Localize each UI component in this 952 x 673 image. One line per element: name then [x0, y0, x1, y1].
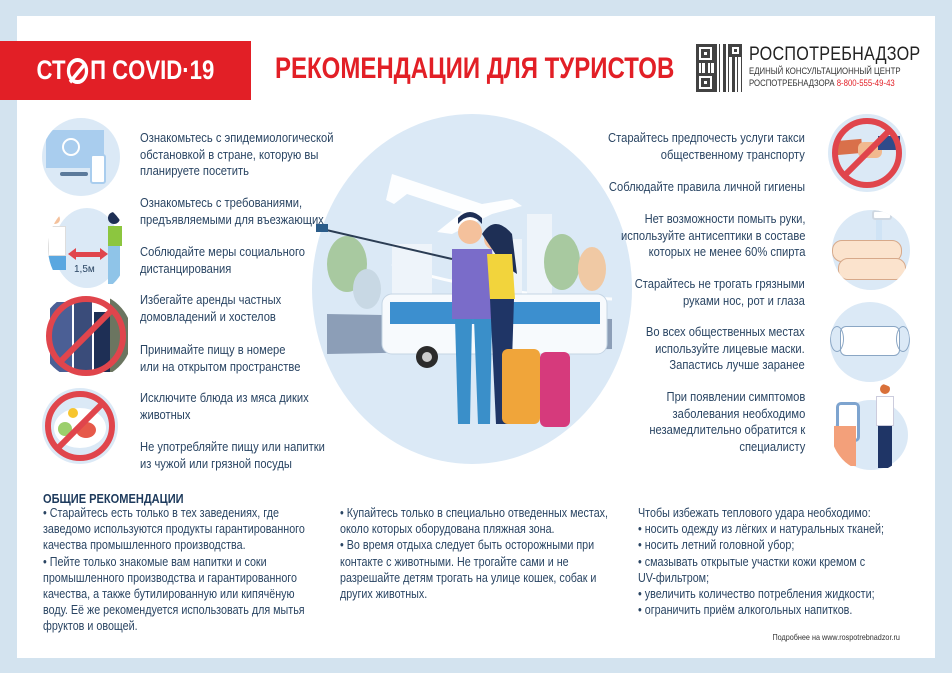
no-wild-meat-icon	[42, 388, 118, 464]
stop-prefix: СТ	[36, 55, 66, 85]
tip-avoid-rentals: Избегайте аренды частных домовладений и хостелов	[140, 292, 282, 324]
tip-hygiene: Соблюдайте правила личной гигиены	[608, 179, 805, 194]
hotline-phone[interactable]: 8-800-555-49-43	[836, 78, 895, 89]
stop-covid-banner	[0, 41, 251, 100]
tip-dont-touch-face: Старайтесь не трогать грязными руками нос, рот и глаза	[634, 276, 805, 308]
tip-wear-mask: Во всех общественных местах используйте лицевые маски. Запастись лучше заранее	[646, 324, 805, 372]
tip-see-doctor: При появлении симптомов заболевания необходимо незамедлительно обратится к специалисту	[649, 389, 805, 454]
hand-washing-icon	[832, 210, 910, 290]
virus-ban-icon	[67, 58, 88, 84]
general-col-2: • Купайтесь только в специально отведенных местах, около которых оборудована пляжная зона. • Во время отдыха следует быть осторожными при контакте с животными. Не трогайте сами и не разрешайте детям трогать на улице кошек, собак и других животных.	[340, 506, 609, 602]
org-subtitle-1: ЕДИНЫЙ КОНСУЛЬТАЦИОННЫЙ ЦЕНТР	[749, 66, 901, 77]
general-recommendations-title: ОБЩИЕ РЕКОМЕНДАЦИИ	[43, 491, 184, 506]
social-distance-icon	[48, 202, 128, 294]
no-crowd-icon	[40, 292, 132, 380]
globe-monitor-icon	[42, 118, 120, 196]
stop-suffix: П COVID·19	[90, 55, 215, 85]
tip-entry-requirements: Ознакомьтесь с требованиями, предъявляемыми для въезжающих	[140, 195, 324, 227]
organization-block	[696, 44, 951, 92]
more-info-link[interactable]: Подробнее на www.rospotrebnadzor.ru	[772, 632, 900, 642]
tip-social-distance: Соблюдайте меры социального дистанцирования	[140, 244, 306, 276]
tip-check-epidemic: Ознакомьтесь с эпидемиологической обстановкой в стране, которую вы планируете посетить	[140, 130, 334, 178]
tip-antiseptic: Нет возможности помыть руки, используйте антисептики в составе которых не менее 60% спирта	[620, 211, 805, 259]
distance-label: 1,5м	[74, 264, 95, 275]
qr-code-icon[interactable]	[696, 44, 742, 92]
tip-prefer-taxi: Старайтесь предпочесть услуги такси общественному транспорту	[608, 130, 805, 162]
org-name: РОСПОТРЕБНАДЗОР	[749, 44, 921, 65]
tip-no-dirty-dishes: Не употребляйте пищу или напитки из чужой или грязной посуды	[140, 439, 325, 471]
general-col-3: Чтобы избежать теплового удара необходимо: • носить одежду из лёгких и натуральных тканей; • носить летний головной убор; • смазывать открытые участки кожи кремом с UV-фильтром; • увеличить количество потребления жидкости; • ограничить приём алкогольных напитков.	[638, 506, 885, 618]
tourists-illustration	[312, 114, 632, 464]
org-subtitle-2: РОСПОТРЕБНАДЗОРА 8-800-555-49-43	[749, 78, 895, 89]
general-col-1: • Старайтесь есть только в тех заведениях, где заведомо используются продукты гарантированного качества промышленного производства. • Пейте только знакомые вам напитки и соки промышленного производства и гарантированного качества, а также бутилированную или кипячёную воду. Её же рекомендуется использовать для мытья фруктов и овощей.	[43, 506, 305, 634]
no-handshake-icon	[828, 114, 906, 192]
face-mask-icon	[830, 302, 910, 382]
doctor-phone-icon	[830, 382, 912, 472]
tip-eat-in-room: Принимайте пищу в номере или на открытом пространстве	[140, 342, 301, 374]
page-title: РЕКОМЕНДАЦИИ ДЛЯ ТУРИСТОВ	[275, 52, 675, 85]
tip-no-wild-meat: Исключите блюда из мяса диких животных	[140, 390, 309, 422]
